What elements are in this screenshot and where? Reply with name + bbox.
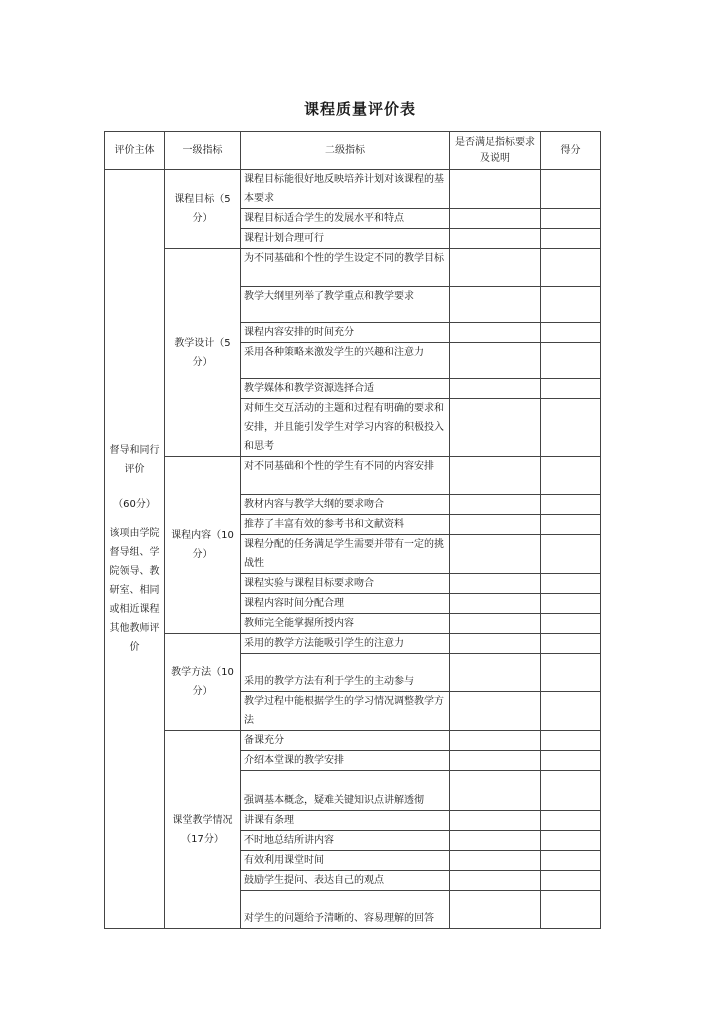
table-row: [105, 457, 601, 495]
requirement-cell[interactable]: [450, 457, 541, 495]
indicator-text: 有效利用课堂时间: [241, 851, 450, 871]
requirement-cell[interactable]: [450, 287, 541, 323]
requirement-cell[interactable]: [450, 751, 541, 771]
requirement-cell[interactable]: [450, 323, 541, 343]
score-cell[interactable]: [541, 614, 601, 634]
score-cell[interactable]: [541, 229, 601, 249]
indicator-text: 教学大纲里列举了教学重点和教学要求: [241, 287, 450, 323]
requirement-cell[interactable]: [450, 535, 541, 574]
indicator-text: 课程计划合理可行: [241, 229, 450, 249]
indicator-text: 课程内容安排的时间充分: [241, 323, 450, 343]
indicator-text: 介绍本堂课的教学安排: [241, 751, 450, 771]
requirement-cell[interactable]: [450, 634, 541, 654]
indicator-text: 采用的教学方法有利于学生的主动参与: [241, 654, 450, 692]
indicator-text: 对学生的问题给予清晰的、容易理解的回答: [241, 891, 450, 929]
indicator-text: 课程分配的任务满足学生需要并带有一定的挑战性: [241, 535, 450, 574]
requirement-cell[interactable]: [450, 379, 541, 399]
score-cell[interactable]: [541, 535, 601, 574]
indicator-text: 教师完全能掌握所授内容: [241, 614, 450, 634]
category-cell: 课程内容（10分）: [165, 457, 241, 634]
header-level1: 一级指标: [165, 132, 241, 170]
table-row: [105, 634, 601, 654]
requirement-cell[interactable]: [450, 692, 541, 731]
score-cell[interactable]: [541, 170, 601, 209]
indicator-text: 推荐了丰富有效的参考书和文献资料: [241, 515, 450, 535]
indicator-text: 讲课有条理: [241, 811, 450, 831]
header-level2: 二级指标: [241, 132, 450, 170]
score-cell[interactable]: [541, 891, 601, 929]
table-row: [105, 731, 601, 751]
score-cell[interactable]: [541, 399, 601, 457]
score-cell[interactable]: [541, 851, 601, 871]
indicator-text: 教材内容与教学大纲的要求吻合: [241, 495, 450, 515]
score-cell[interactable]: [541, 495, 601, 515]
subject-description: 该项由学院督导组、学院领导、教研室、相同或相近课程其他教师评价: [109, 528, 160, 653]
page-title: 课程质量评价表: [303, 100, 416, 118]
score-cell[interactable]: [541, 831, 601, 851]
table-row: [105, 249, 601, 287]
requirement-cell[interactable]: [450, 515, 541, 535]
indicator-text: 为不同基础和个性的学生设定不同的教学目标: [241, 249, 450, 287]
requirement-cell[interactable]: [450, 654, 541, 692]
requirement-cell[interactable]: [450, 891, 541, 929]
indicator-text: 采用各种策略来激发学生的兴趣和注意力: [241, 343, 450, 379]
table-row: [105, 170, 601, 209]
requirement-cell[interactable]: [450, 229, 541, 249]
indicator-text: 教学过程中能根据学生的学习情况调整教学方法: [241, 692, 450, 731]
score-cell[interactable]: [541, 751, 601, 771]
score-cell[interactable]: [541, 574, 601, 594]
indicator-text: 对师生交互活动的主题和过程有明确的要求和安排，并且能引发学生对学习内容的积极投入和思考: [241, 399, 450, 457]
category-cell: 教学设计（5分）: [165, 249, 241, 457]
requirement-cell[interactable]: [450, 170, 541, 209]
requirement-cell[interactable]: [450, 771, 541, 811]
indicator-text: 备课充分: [241, 731, 450, 751]
score-cell[interactable]: [541, 323, 601, 343]
header-requirement: 是否满足指标要求及说明: [450, 132, 541, 170]
category-cell: 课程目标（5分）: [165, 170, 241, 249]
score-cell[interactable]: [541, 249, 601, 287]
subject-label: 督导和同行评价: [109, 445, 160, 475]
score-cell[interactable]: [541, 343, 601, 379]
score-cell[interactable]: [541, 692, 601, 731]
subject-points: （60分）: [113, 499, 156, 510]
indicator-text: 课程内容时间分配合理: [241, 594, 450, 614]
indicator-text: 课程目标适合学生的发展水平和特点: [241, 209, 450, 229]
header-subject: 评价主体: [105, 132, 165, 170]
score-cell[interactable]: [541, 209, 601, 229]
indicator-text: 鼓励学生提问、表达自己的观点: [241, 871, 450, 891]
category-cell: 课堂教学情况（17分）: [165, 731, 241, 929]
category-cell: 教学方法（10分）: [165, 634, 241, 731]
score-cell[interactable]: [541, 287, 601, 323]
requirement-cell[interactable]: [450, 249, 541, 287]
header-score: 得分: [541, 132, 601, 170]
indicator-text: 对不同基础和个性的学生有不同的内容安排: [241, 457, 450, 495]
score-cell[interactable]: [541, 811, 601, 831]
indicator-text: 不时地总结所讲内容: [241, 831, 450, 851]
score-cell[interactable]: [541, 457, 601, 495]
score-cell[interactable]: [541, 654, 601, 692]
requirement-cell[interactable]: [450, 343, 541, 379]
score-cell[interactable]: [541, 731, 601, 751]
score-cell[interactable]: [541, 871, 601, 891]
indicator-text: 强调基本概念，疑难关键知识点讲解透彻: [241, 771, 450, 811]
requirement-cell[interactable]: [450, 399, 541, 457]
requirement-cell[interactable]: [450, 871, 541, 891]
requirement-cell[interactable]: [450, 811, 541, 831]
indicator-text: 教学媒体和教学资源选择合适: [241, 379, 450, 399]
subject-cell: [105, 170, 165, 929]
score-cell[interactable]: [541, 771, 601, 811]
indicator-text: 课程目标能很好地反映培养计划对该课程的基本要求: [241, 170, 450, 209]
evaluation-table: [104, 131, 601, 929]
score-cell[interactable]: [541, 379, 601, 399]
requirement-cell[interactable]: [450, 614, 541, 634]
score-cell[interactable]: [541, 594, 601, 614]
score-cell[interactable]: [541, 515, 601, 535]
score-cell[interactable]: [541, 634, 601, 654]
indicator-text: 采用的教学方法能吸引学生的注意力: [241, 634, 450, 654]
requirement-cell[interactable]: [450, 574, 541, 594]
requirement-cell[interactable]: [450, 209, 541, 229]
indicator-text: 课程实验与课程目标要求吻合: [241, 574, 450, 594]
requirement-cell[interactable]: [450, 851, 541, 871]
requirement-cell[interactable]: [450, 495, 541, 515]
requirement-cell[interactable]: [450, 831, 541, 851]
requirement-cell[interactable]: [450, 594, 541, 614]
requirement-cell[interactable]: [450, 731, 541, 751]
